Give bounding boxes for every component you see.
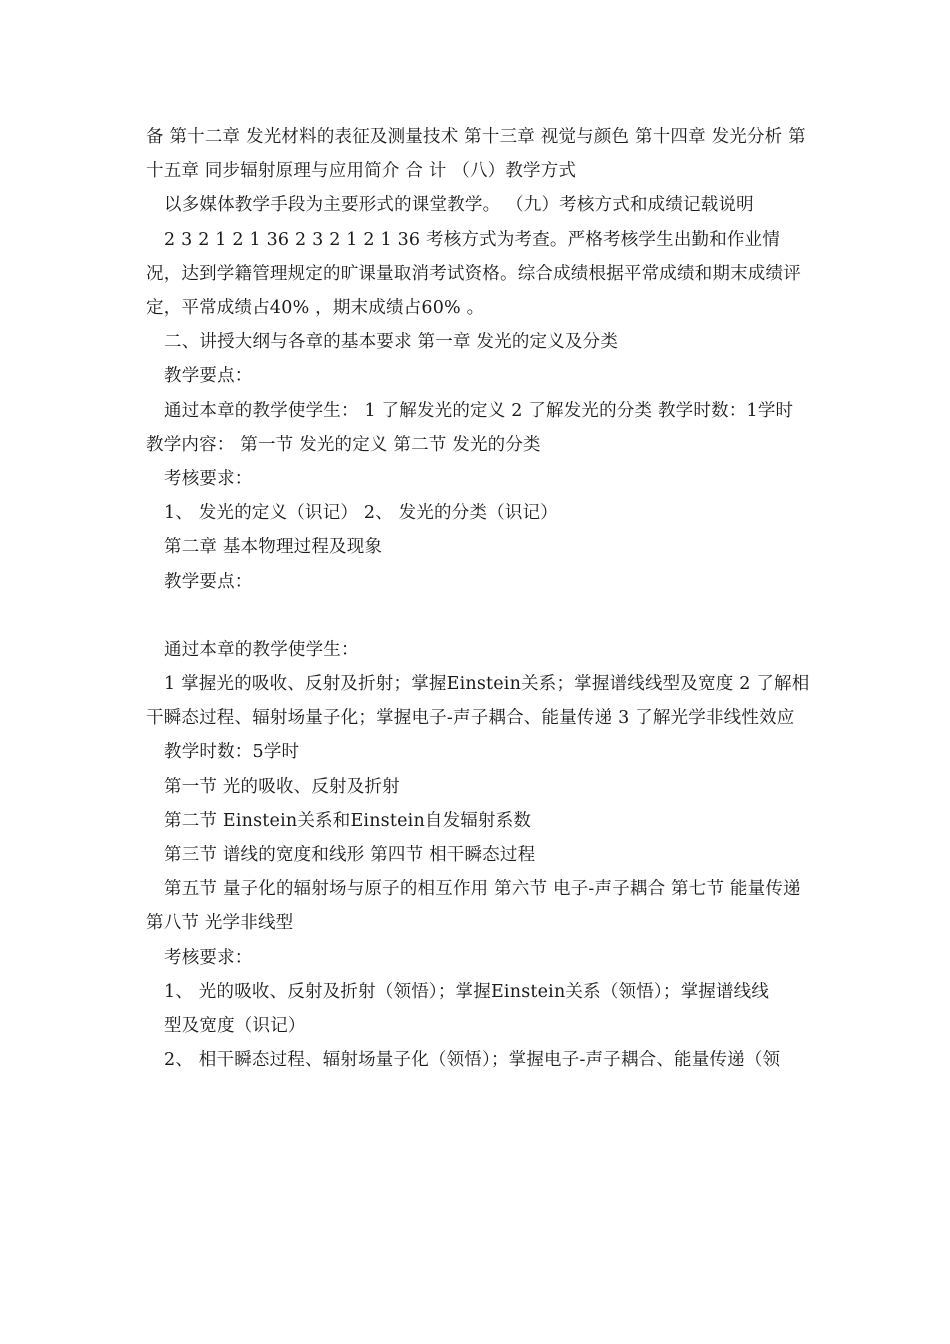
paragraph: 2、 相干瞬态过程、辐射场量子化（领悟）；掌握电子-声子耦合、能量传递（领 — [164, 1050, 781, 1071]
paragraph: 第二节 Einstein关系和Einstein自发辐射系数 — [164, 810, 532, 831]
paragraph: 考核要求： — [164, 947, 253, 968]
paragraph: 第三节 谱线的宽度和线形 第四节 相干瞬态过程 — [164, 845, 536, 866]
chapter-heading: 第二章 基本物理过程及现象 — [164, 537, 383, 558]
paragraph: 教学时数：5学时 — [164, 742, 300, 763]
paragraph: 教学要点： — [164, 366, 253, 387]
paragraph: 第一节 光的吸收、反射及折射 — [164, 776, 400, 797]
paragraph: 通过本章的教学使学生： 1 了解发光的定义 2 了解发光的分类 教学时数：1学时 教学内容： 第一节 发光的定义 第二节 发光的分类 — [146, 400, 794, 455]
paragraph: 教学要点： — [164, 571, 253, 592]
paragraph: 1、 光的吸收、反射及折射（领悟）；掌握Einstein关系（领悟）；掌握谱线线 — [164, 981, 770, 1002]
paragraph: 考核要求： — [164, 469, 253, 490]
paragraph: 1、 发光的定义（识记） 2、 发光的分类（识记） — [164, 503, 558, 524]
document-body — [146, 120, 810, 1077]
paragraph: 2 3 2 1 2 1 36 2 3 2 1 2 1 36 考核方式为考查。严格考核学生出勤和作业情况，达到学籍管理规定的旷课量取消考试资格。综合成绩根据平常成绩和期末成绩评定，平常成绩占40% ，期末成绩占60% 。 — [146, 229, 801, 319]
paragraph: 第五节 量子化的辐射场与原子的相互作用 第六节 电子-声子耦合 第七节 能量传递 第八节 光学非线型 — [146, 879, 801, 934]
paragraph: 备 第十二章 发光材料的表征及测量技术 第十三章 视觉与颜色 第十四章 发光分析 第十五章 同步辐射原理与应用简介 合 计 （八）教学方式 — [146, 127, 806, 182]
paragraph: 1 掌握光的吸收、反射及折射；掌握Einstein关系；掌握谱线线型及宽度 2 了解相干瞬态过程、辐射场量子化；掌握电子-声子耦合、能量传递 3 了解光学非线性效应 — [146, 674, 810, 729]
blank-line — [146, 599, 810, 633]
paragraph: 以多媒体教学手段为主要形式的课堂教学。 （九）考核方式和成绩记载说明 — [164, 195, 754, 216]
section-heading: 二、讲授大纲与各章的基本要求 第一章 发光的定义及分类 — [164, 332, 619, 353]
paragraph: 型及宽度（识记） — [164, 1016, 306, 1037]
paragraph: 通过本章的教学使学生： — [164, 639, 359, 660]
